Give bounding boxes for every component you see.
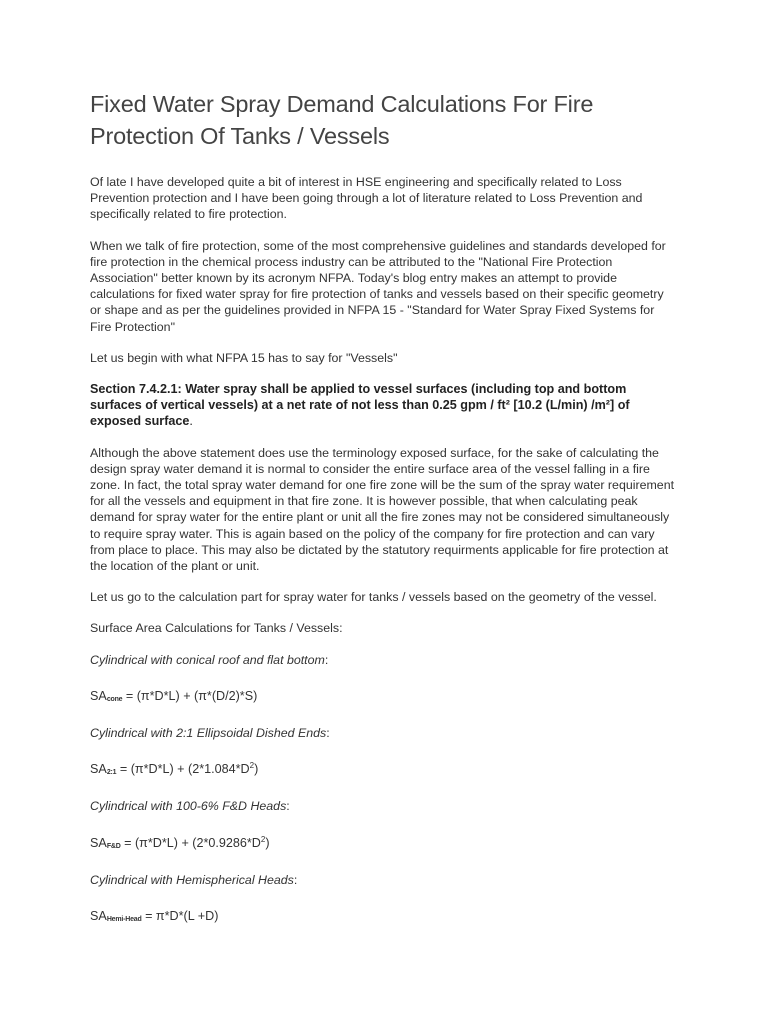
page-title: Fixed Water Spray Demand Calculations For Fire Protection Of Tanks / Vessels (90, 91, 594, 149)
intro-paragraph: Of late I have developed quite a bit of interest in HSE engineering and specifically related to Loss Prevention protection and I have been going through a lot of literature related to Loss Prevention and specifically related to fire protection. (90, 175, 643, 222)
section-quote-period: . (189, 414, 193, 429)
shape-label-colon: : (326, 726, 330, 741)
formula-sa: SA (90, 688, 107, 703)
formula-tail: ) (254, 762, 259, 777)
nfpa-paragraph: When we talk of fire protection, some of the most comprehensive guidelines and standards developed for fire protection in the chemical process industry can be attributed to the "National Fire Protection Association" better known by its acronym NFPA. Today's blog entry makes an attempt to provide calculations for fixed water spray for fire protection of tanks and vessels based on their specific geometry or shape and as per the guidelines provided in NFPA 15 - "Standard for Water Spray Fixed Systems for Fire Protection" (90, 238, 666, 334)
shape-label-text: Cylindrical with conical roof and flat bottom (90, 652, 325, 667)
formula-fd (90, 832, 678, 855)
formula-sa: SA (90, 762, 107, 777)
document-page (90, 88, 678, 945)
formula-hemispherical (90, 905, 678, 928)
shape-label-text: Cylindrical with Hemispherical Heads (90, 872, 294, 887)
formula-expression: = (π*D*L) + (π*(D/2)*S) (122, 688, 258, 703)
shape-label-text: Cylindrical with 100-6% F&D Heads (90, 799, 287, 814)
formula-expression: = (π*D*L) + (2*1.084*D (116, 762, 250, 777)
formula-subscript: Hemi-Head (106, 916, 142, 924)
shape-label-hemispherical (90, 872, 678, 888)
exposed-surface-paragraph: Although the above statement does use the terminology exposed surface, for the sake of calculating the design spray water demand it is normal to consider the entire surface area of the vessel falling in a fire zone. In fact, the total spray water demand for one fire zone will be the sum of the spray water requirement for all the vessels and equipment in that fire zone. It is however possible, that when calculating peak demand for spray water for the entire plant or unit all the fire zones may not be considered simultaneously to require spray water. This is again based on the policy of the company for fire protection and can vary from place to place. This may also be dictated by the statutory requirments applicable for fire protection at the location of the plant or unit. (90, 445, 675, 574)
shape-label-ellipsoidal (90, 725, 678, 741)
formula-superscript: 2 (249, 761, 255, 771)
shape-label-colon: : (286, 799, 290, 814)
shape-label-colon: : (324, 652, 329, 667)
section-quote (90, 381, 678, 430)
formula-superscript: 2 (260, 834, 266, 844)
shape-label-conical (90, 652, 678, 668)
formula-ellipsoidal (90, 758, 678, 781)
formula-subscript: F&D (106, 842, 121, 850)
nfpa-vessels-paragraph: Let us begin with what NFPA 15 has to say for "Vessels" (90, 350, 398, 365)
formula-expression: = (π*D*L) + (2*0.9286*D (120, 835, 261, 850)
section-quote-text: Section 7.4.2.1: Water spray shall be applied to vessel surfaces (including top and bottom surfaces of vertical vessels) at a net rate of not less than 0.25 gpm / ft² [10.2 (L/min) /m²] of exposed surface (90, 382, 630, 429)
shape-label-text: Cylindrical with 2:1 Ellipsoidal Dished Ends (90, 726, 327, 741)
formula-sa: SA (90, 835, 107, 850)
surface-area-heading: Surface Area Calculations for Tanks / Vessels: (90, 621, 343, 636)
formula-conical (90, 685, 678, 708)
shape-label-colon: : (293, 872, 298, 887)
formula-subscript: 2:1 (106, 769, 117, 777)
shape-label-fd (90, 798, 678, 814)
calculation-intro-paragraph: Let us go to the calculation part for spray water for tanks / vessels based on the geometry of the vessel. (90, 590, 657, 605)
formula-subscript: cone (106, 695, 123, 703)
formula-expression: = π*D*(L +D) (141, 909, 219, 924)
formula-sa: SA (90, 909, 107, 924)
formula-tail: ) (265, 835, 270, 850)
